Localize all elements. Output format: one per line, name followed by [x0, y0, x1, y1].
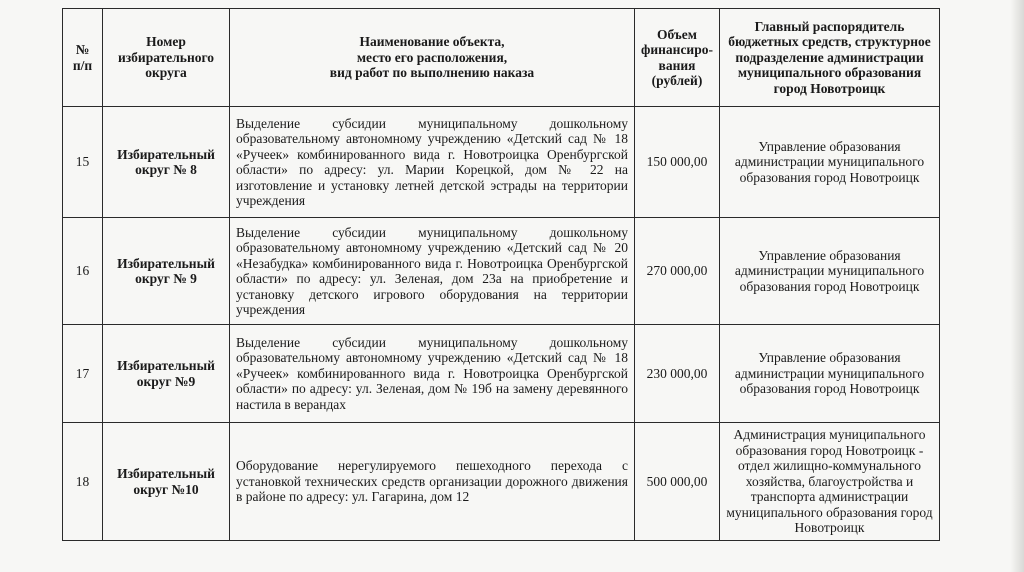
row-number: 15: [63, 107, 103, 218]
row-object: Оборудование нерегулируемого пешеходного перехода с установкой технических средств организации дорожного движения в районе по адресу: ул. Гагарина, дом 12: [230, 423, 635, 541]
table-row: [63, 325, 940, 423]
row-object: Выделение субсидии муниципальному дошкольному образовательному автономному учреждению «Детский сад № 18 «Ручеек» комбинированного вида г. Новотроицка Оренбургской области» по адресу: ул. Марии Корецкой, дом № 22 на изготовление и установку летней детской эстрады на территории учреждения: [230, 107, 635, 218]
row-admin: Управление образования администрации муниципального образования город Новотроицк: [720, 325, 940, 423]
scan-edge-shadow: [1010, 0, 1024, 572]
table-header-row: [63, 9, 940, 107]
row-object: Выделение субсидии муниципальному дошкольному образовательному автономному учреждению «Детский сад № 20 «Незабудка» комбинированного вида г. Новотроицка Оренбургской области» по адресу: ул. Зеленая, дом 23а на приобретение и установку детского игрового оборудования на территории учреждения: [230, 218, 635, 325]
header-number: № п/п: [63, 9, 103, 107]
table-row: [63, 218, 940, 325]
row-admin: Администрация муниципального образования город Новотроицк - отдел жилищно-коммунального хозяйства, благоустройства и транспорта администрации муниципального образования город Новотроицк: [720, 423, 940, 541]
table-row: [63, 107, 940, 218]
row-number: 17: [63, 325, 103, 423]
row-amount: 500 000,00: [635, 423, 720, 541]
row-district: Избирательный округ №9: [103, 325, 230, 423]
funding-table: [62, 8, 940, 541]
header-amount: Объем финансиро-вания (рублей): [635, 9, 720, 107]
header-object: Наименование объекта, место его расположения, вид работ по выполнению наказа: [230, 9, 635, 107]
row-district: Избирательный округ №10: [103, 423, 230, 541]
table-row: [63, 423, 940, 541]
row-district: Избирательный округ № 9: [103, 218, 230, 325]
row-admin: Управление образования администрации муниципального образования город Новотроицк: [720, 218, 940, 325]
header-district: Номер избирательного округа: [103, 9, 230, 107]
row-admin: Управление образования администрации муниципального образования город Новотроицк: [720, 107, 940, 218]
row-amount: 270 000,00: [635, 218, 720, 325]
header-admin: Главный распорядитель бюджетных средств, структурное подразделение администрации муниципального образования город Новотроицк: [720, 9, 940, 107]
row-number: 16: [63, 218, 103, 325]
row-amount: 150 000,00: [635, 107, 720, 218]
row-number: 18: [63, 423, 103, 541]
row-district: Избирательный округ № 8: [103, 107, 230, 218]
row-amount: 230 000,00: [635, 325, 720, 423]
row-object: Выделение субсидии муниципальному дошкольному образовательному автономному учреждению «Детский сад № 18 «Ручеек» комбинированного вида г. Новотроицка Оренбургской области» по адресу: ул. Зеленая, дом № 19б на замену деревянного настила в верандах: [230, 325, 635, 423]
